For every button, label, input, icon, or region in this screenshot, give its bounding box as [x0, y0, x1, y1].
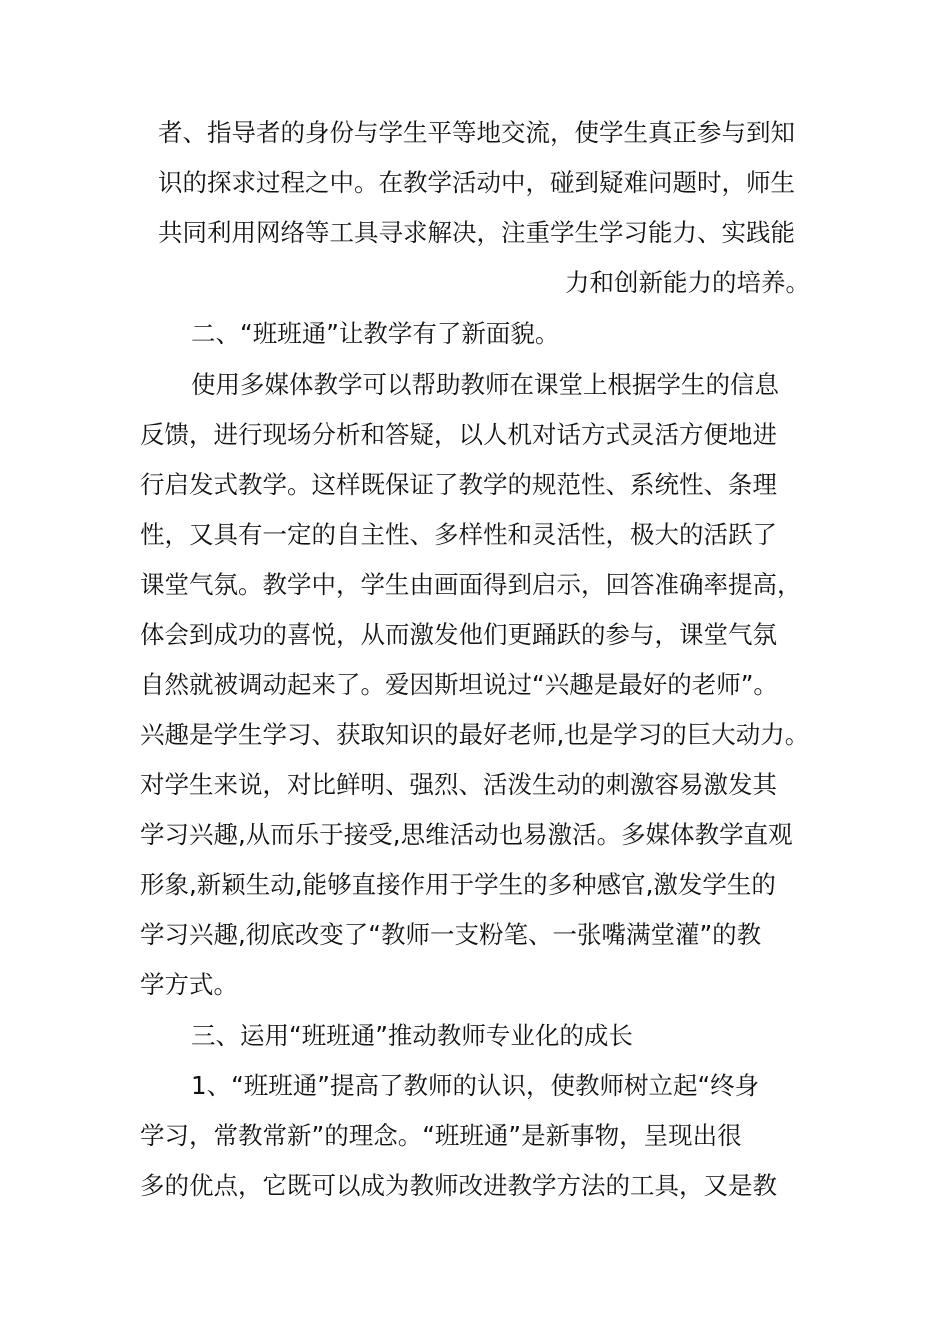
text-line: 体会到成功的喜悦，从而激发他们更踊跃的参与，课堂气氛: [140, 620, 777, 649]
text-line: 对学生来说，对比鲜明、强烈、活泼生动的刺激容易激发其: [140, 770, 777, 799]
text-line: 形象,新颖生动,能够直接作用于学生的多种感官,激发学生的: [140, 870, 776, 899]
text-line: 学方式。: [140, 970, 238, 999]
text-line: 力和创新能力的培养。: [565, 268, 810, 297]
text-line: 共同利用网络等工具寻求解决，注重学生学习能力、实践能: [158, 218, 795, 247]
text-line: 学习兴趣,从而乐于接受,思维活动也易激活。多媒体教学直观: [140, 820, 793, 849]
section-heading: 二、“班班通”让教学有了新面貌。: [191, 319, 560, 348]
text-line: 兴趣是学生学习、获取知识的最好老师,也是学习的巨大动力。: [140, 720, 810, 749]
text-line: 自然就被调动起来了。爱因斯坦说过“兴趣是最好的老师”。: [140, 670, 778, 699]
text-line: 反馈，进行现场分析和答疑，以人机对话方式灵活方便地进: [140, 420, 777, 449]
text-line: 多的优点，它既可以成为教师改进教学方法的工具，又是教: [140, 1171, 777, 1200]
section-heading: 三、运用“班班通”推动教师专业化的成长: [191, 1021, 633, 1050]
text-line: 课堂气氛。教学中，学生由画面得到启示，回答准确率提高，: [140, 570, 802, 599]
text-line: 识的探求过程之中。在教学活动中，碰到疑难问题时，师生: [158, 168, 795, 197]
text-line: 学习，常教常新”的理念。“班班通”是新事物，呈现出很: [140, 1121, 742, 1150]
text-line: 1、“班班通”提高了教师的认识，使教师树立起“终身: [191, 1071, 760, 1100]
text-line: 者、指导者的身份与学生平等地交流，使学生真正参与到知: [158, 118, 795, 147]
text-line: 学习兴趣,彻底改变了“教师一支粉笔、一张嘴满堂灌”的教: [140, 920, 762, 949]
text-line: 性，又具有一定的自主性、多样性和灵活性，极大的活跃了: [140, 520, 777, 549]
text-line: 使用多媒体教学可以帮助教师在课堂上根据学生的信息: [191, 370, 779, 399]
text-line: 行启发式教学。这样既保证了教学的规范性、系统性、条理: [140, 470, 777, 499]
